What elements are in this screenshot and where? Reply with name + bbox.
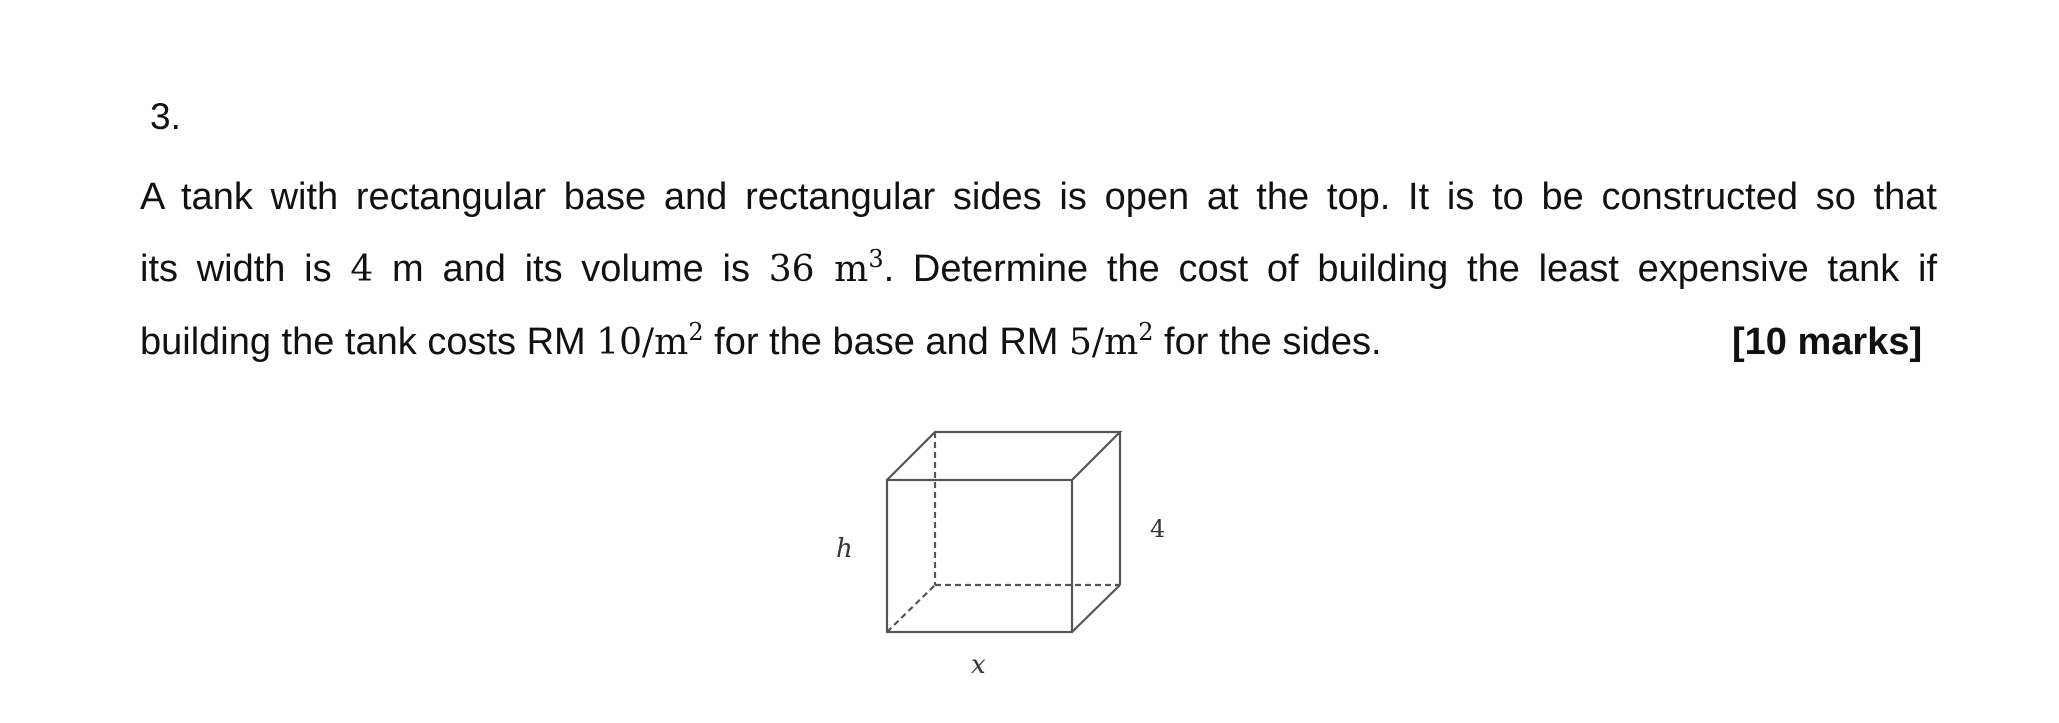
volume-text: and its volume is xyxy=(442,248,750,290)
base-cost: 10/m xyxy=(596,322,689,363)
base-cost-expression xyxy=(596,318,704,363)
question-text-line-1: A tank with rectangular base and rectangular sides is open at the top. It is to be constructed so that xyxy=(140,176,1937,218)
top-face-edges xyxy=(887,432,1120,480)
sides-text: for the sides. xyxy=(1164,321,1382,363)
marks-label: [10 marks] xyxy=(1732,321,1923,363)
back-depth-edge xyxy=(887,585,935,632)
volume-expression xyxy=(768,245,884,290)
base-cost-exponent: 2 xyxy=(688,318,704,346)
side-cost-expression xyxy=(1069,318,1154,363)
width-unit: m xyxy=(392,248,424,290)
right-bottom-depth-edge xyxy=(1072,585,1120,632)
hidden-edges xyxy=(887,432,1120,632)
tank-diagram xyxy=(820,420,1180,690)
side-cost: 5/m xyxy=(1069,322,1139,363)
width-text: its width is xyxy=(140,248,332,290)
volume-value: 36 xyxy=(768,249,815,290)
label-height: h xyxy=(836,534,853,564)
question-text-line-3 xyxy=(140,318,1382,363)
side-cost-exponent: 2 xyxy=(1138,318,1154,346)
width-value: 4 xyxy=(350,249,374,290)
volume-exponent: 3 xyxy=(868,245,884,273)
volume-unit: m xyxy=(834,249,869,290)
tank-box-drawing xyxy=(820,420,1180,690)
label-length: x xyxy=(971,650,986,680)
determine-text: . Determine the cost of building the least expensive tank if xyxy=(883,248,1938,290)
question-number: 3. xyxy=(150,96,181,137)
label-depth: 4 xyxy=(1150,515,1166,543)
front-face xyxy=(887,480,1072,632)
base-text: for the base and RM xyxy=(714,321,1059,363)
cost-text: building the tank costs RM xyxy=(140,321,586,363)
question-text-line-2 xyxy=(140,245,1938,290)
